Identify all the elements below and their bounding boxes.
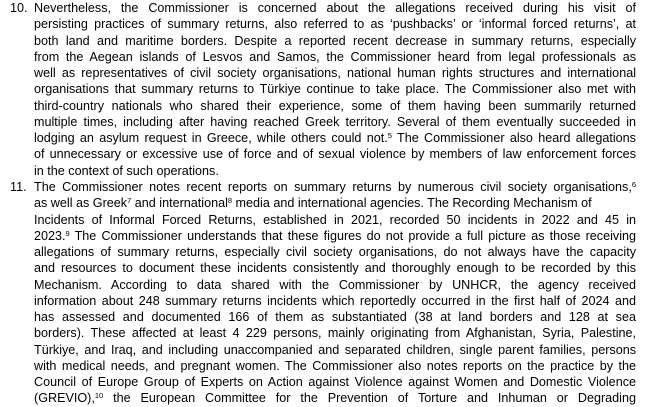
line-text: The Commissioner also heard allegations <box>391 131 636 145</box>
text-line <box>34 49 636 65</box>
footnote-ref[interactable]: 6 <box>631 180 636 189</box>
paragraph-text <box>34 179 636 407</box>
line-text: Nevertheless, the Commissioner is concerned about the allegations received during his visit of <box>34 1 636 15</box>
line-text: Incidents of Informal Forced Returns, established in 2021, recorded 50 incidents in 2022 and 45 in <box>34 212 636 227</box>
footnote-ref[interactable]: 5 <box>387 131 392 140</box>
paragraph-number: 11. <box>10 180 27 194</box>
text-line <box>34 228 636 244</box>
text-line <box>34 195 636 211</box>
line-text: Mechanism. According to data shared with the Commissioner by UNHCR, the agency received <box>34 277 636 292</box>
line-text: in the context of such operations. <box>34 163 219 178</box>
text-line <box>34 390 636 406</box>
line-text: persisting practices of summary returns, also referred to as ‘pushbacks’ or ‘informal forced returns’, at <box>34 17 636 32</box>
paragraph-number: 10. <box>10 1 28 15</box>
line-text: information about 248 summary returns incidents which reportedly occurred in the first half of 2024 and <box>34 293 636 308</box>
text-line <box>34 130 636 146</box>
line-text: and international <box>131 196 228 211</box>
line-text: allegations of summary returns, especially civil society organisations, do not always have the capacity <box>34 245 636 259</box>
text-line <box>34 114 636 130</box>
line-text: organisations that summary returns to Türkiye continue to take place. The Commissioner also met with <box>34 82 636 97</box>
text-line <box>34 163 636 179</box>
line-text: has assessed and documented 166 of them as substantiated (38 at land borders and 128 at sea <box>34 310 636 324</box>
text-line <box>34 309 636 325</box>
line-text: Council of Europe Group of Experts on Action against Violence against Women and Domestic Violence <box>34 375 636 389</box>
line-text: borders). These affected at least 4 229 persons, mainly originating from Afghanistan, Syria, Palestine, <box>34 326 636 341</box>
footnote-ref[interactable]: 10 <box>94 391 104 401</box>
text-line <box>34 0 636 16</box>
line-text: from the Aegean islands of Lesvos and Samos, the Commissioner heard from legal professionals as <box>34 49 636 64</box>
text-line <box>34 212 636 228</box>
line-text: both land and maritime borders. Despite a reported recent decrease in summary returns, especially <box>34 33 636 48</box>
footnote-ref[interactable]: 9 <box>65 228 70 238</box>
line-text: lodging an asylum request in Greece, while others could not. <box>34 131 388 145</box>
line-text: multiple times, including after having reached Greek territory. Several of them eventually succeeded in <box>34 114 636 129</box>
line-text: Türkiye, and Iraq, and including unaccompanied and separated children, single parent families, persons <box>34 342 636 357</box>
line-text: third-country nationals who shared their experience, some of them having been summarily returned <box>34 98 636 113</box>
text-line <box>34 146 636 162</box>
text-line <box>34 325 636 341</box>
line-text: the European Committee for the Prevention of Torture and Inhuman or Degrading <box>103 391 636 406</box>
line-text: as well as Greek <box>34 196 128 211</box>
footnote-ref[interactable]: 8 <box>227 196 233 206</box>
text-line <box>34 81 636 97</box>
text-line <box>34 293 636 309</box>
footnote-ref[interactable]: 7 <box>127 196 132 206</box>
text-line <box>34 358 636 374</box>
text-line <box>34 244 636 260</box>
line-text: and resources to document these incidents consistently and thoroughly enough to be recorded by this <box>34 261 636 276</box>
paragraph-10 <box>10 0 636 179</box>
text-line <box>34 33 636 49</box>
line-text: well as representatives of civil society organisations, national human rights structures and international <box>34 66 636 80</box>
text-line <box>34 374 636 390</box>
text-line <box>34 98 636 114</box>
line-text: The Commissioner notes recent reports on summary returns by numerous civil society organisations, <box>34 180 632 194</box>
paragraph-11 <box>10 179 636 407</box>
line-text: of unnecessary or excessive use of force and of sexual violence by members of law enforcement forces <box>34 147 636 162</box>
line-text: The Commissioner understands that these figures do not provide a full picture as those receiving <box>69 228 636 243</box>
text-line <box>34 277 636 293</box>
line-text: with medical needs, and pregnant women. The Commissioner also notes reports on the practice by the <box>34 358 636 373</box>
text-line <box>34 342 636 358</box>
text-line <box>34 260 636 276</box>
line-text: (GREVIO), <box>34 391 95 406</box>
text-line <box>34 65 636 81</box>
paragraph-text <box>34 0 636 179</box>
text-line <box>34 179 636 195</box>
line-text: media and international agencies. The Recording Mechanism of <box>232 196 592 211</box>
text-line <box>34 16 636 32</box>
line-text: 2023. <box>34 228 66 243</box>
